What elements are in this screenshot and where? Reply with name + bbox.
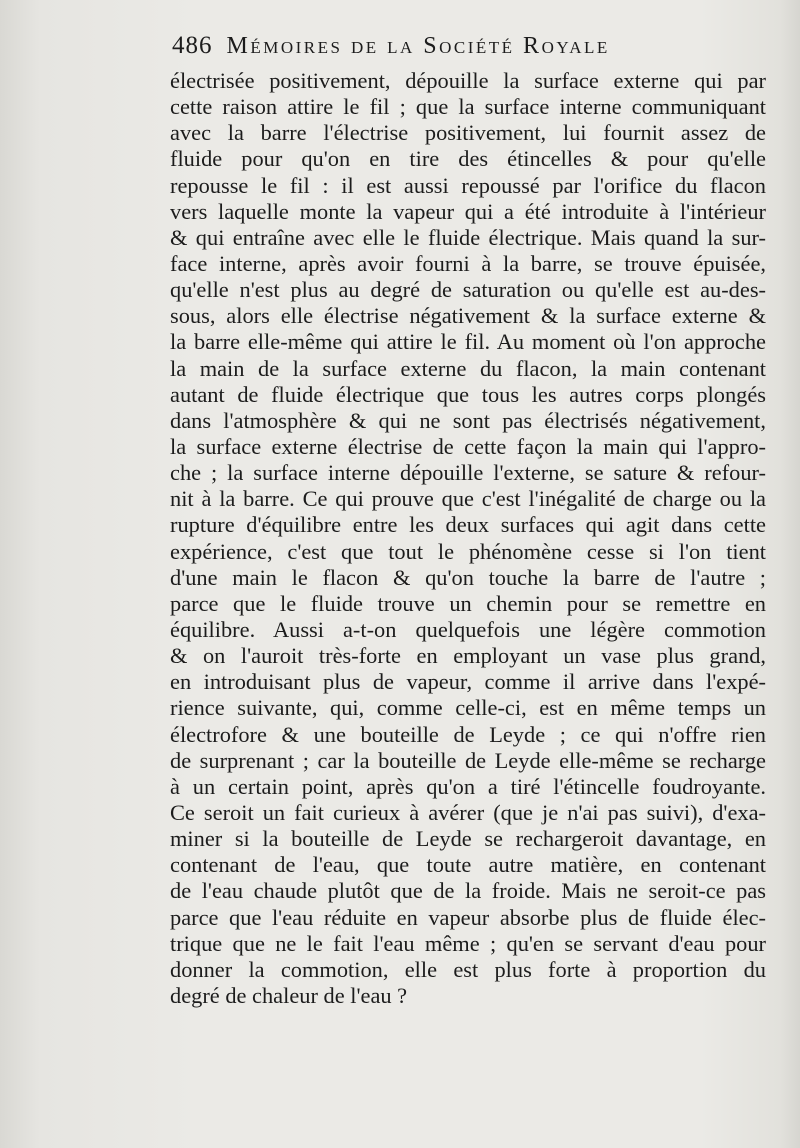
text-line-last: degré de chaleur de l'eau ? <box>170 982 408 1008</box>
text-line: avec la barre l'électrise positivement, lui fournit assez de <box>170 120 766 146</box>
text-line: parce que l'eau réduite en vapeur absorbe plus de fluide élec- <box>170 904 766 930</box>
page-number: 486 <box>172 32 213 59</box>
text-line: électrisée positivement, dépouille la surface externe qui par <box>170 68 766 93</box>
text-line: sous, alors elle électrise négativement & la surface externe & <box>170 303 766 329</box>
text-line: autant de fluide électrique que tous les autres corps plongés <box>170 381 766 407</box>
text-line: dans l'atmosphère & qui ne sont pas électrisés négativement, <box>170 407 766 433</box>
text-line: parce que le fluide trouve un chemin pour se remettre en <box>170 590 766 616</box>
text-line: qu'elle n'est plus au degré de saturation ou qu'elle est au-des- <box>170 277 766 303</box>
text-line: nit à la barre. Ce qui prouve que c'est l'inégalité de charge ou la <box>170 486 766 512</box>
text-line: Ce seroit un fait curieux à avérer (que je n'ai pas suivi), d'exa- <box>170 799 766 825</box>
text-line: électrofore & une bouteille de Leyde ; ce qui n'offre rien <box>170 721 766 747</box>
text-line: vers laquelle monte la vapeur qui a été introduite à l'intérieur <box>170 198 766 224</box>
text-line: expérience, c'est que tout le phénomène cesse si l'on tient <box>170 538 766 564</box>
page-header <box>172 32 732 66</box>
text-line: contenant de l'eau, que toute autre matière, en contenant <box>170 852 766 878</box>
text-line: de l'eau chaude plutôt que de la froide. Mais ne seroit-ce pas <box>170 878 766 904</box>
text-line: la main de la surface externe du flacon, la main contenant <box>170 355 766 381</box>
text-line: la barre elle-même qui attire le fil. Au moment où l'on approche <box>170 329 766 355</box>
text-line: rupture d'équilibre entre les deux surfaces qui agit dans cette <box>170 512 766 538</box>
text-line: cette raison attire le fil ; que la surface interne communiquant <box>170 94 766 120</box>
text-line: rience suivante, qui, comme celle-ci, est en même temps un <box>170 695 766 721</box>
text-line: trique que ne le fait l'eau même ; qu'en se servant d'eau pour <box>170 930 766 956</box>
text-line: & on l'auroit très-forte en employant un vase plus grand, <box>170 643 766 669</box>
text-line: fluide pour qu'on en tire des étincelles & pour qu'elle <box>170 146 766 172</box>
text-line: & qui entraîne avec elle le fluide électrique. Mais quand la sur- <box>170 224 766 250</box>
text-line: repousse le fil : il est aussi repoussé par l'orifice du flacon <box>170 172 766 198</box>
body-text <box>170 68 766 1009</box>
text-line: équilibre. Aussi a-t-on quelquefois une légère commotion <box>170 616 766 642</box>
text-line: donner la commotion, elle est plus forte à proportion du <box>170 956 766 982</box>
text-line: face interne, après avoir fourni à la barre, se trouve épuisée, <box>170 250 766 276</box>
running-head: Mémoires de la Société Royale <box>226 33 610 59</box>
text-line: d'une main le flacon & qu'on touche la barre de l'autre ; <box>170 564 766 590</box>
text-line: à un certain point, après qu'on a tiré l'étincelle foudroyante. <box>170 773 766 799</box>
text-line: miner si la bouteille de Leyde se rechargeroit davantage, en <box>170 826 766 852</box>
text-line: en introduisant plus de vapeur, comme il arrive dans l'expé- <box>170 669 766 695</box>
text-line: la surface externe électrise de cette façon la main qui l'appro- <box>170 433 766 459</box>
text-line: de surprenant ; car la bouteille de Leyde elle-même se recharge <box>170 747 766 773</box>
text-line: che ; la surface interne dépouille l'externe, se sature & refour- <box>170 460 766 486</box>
